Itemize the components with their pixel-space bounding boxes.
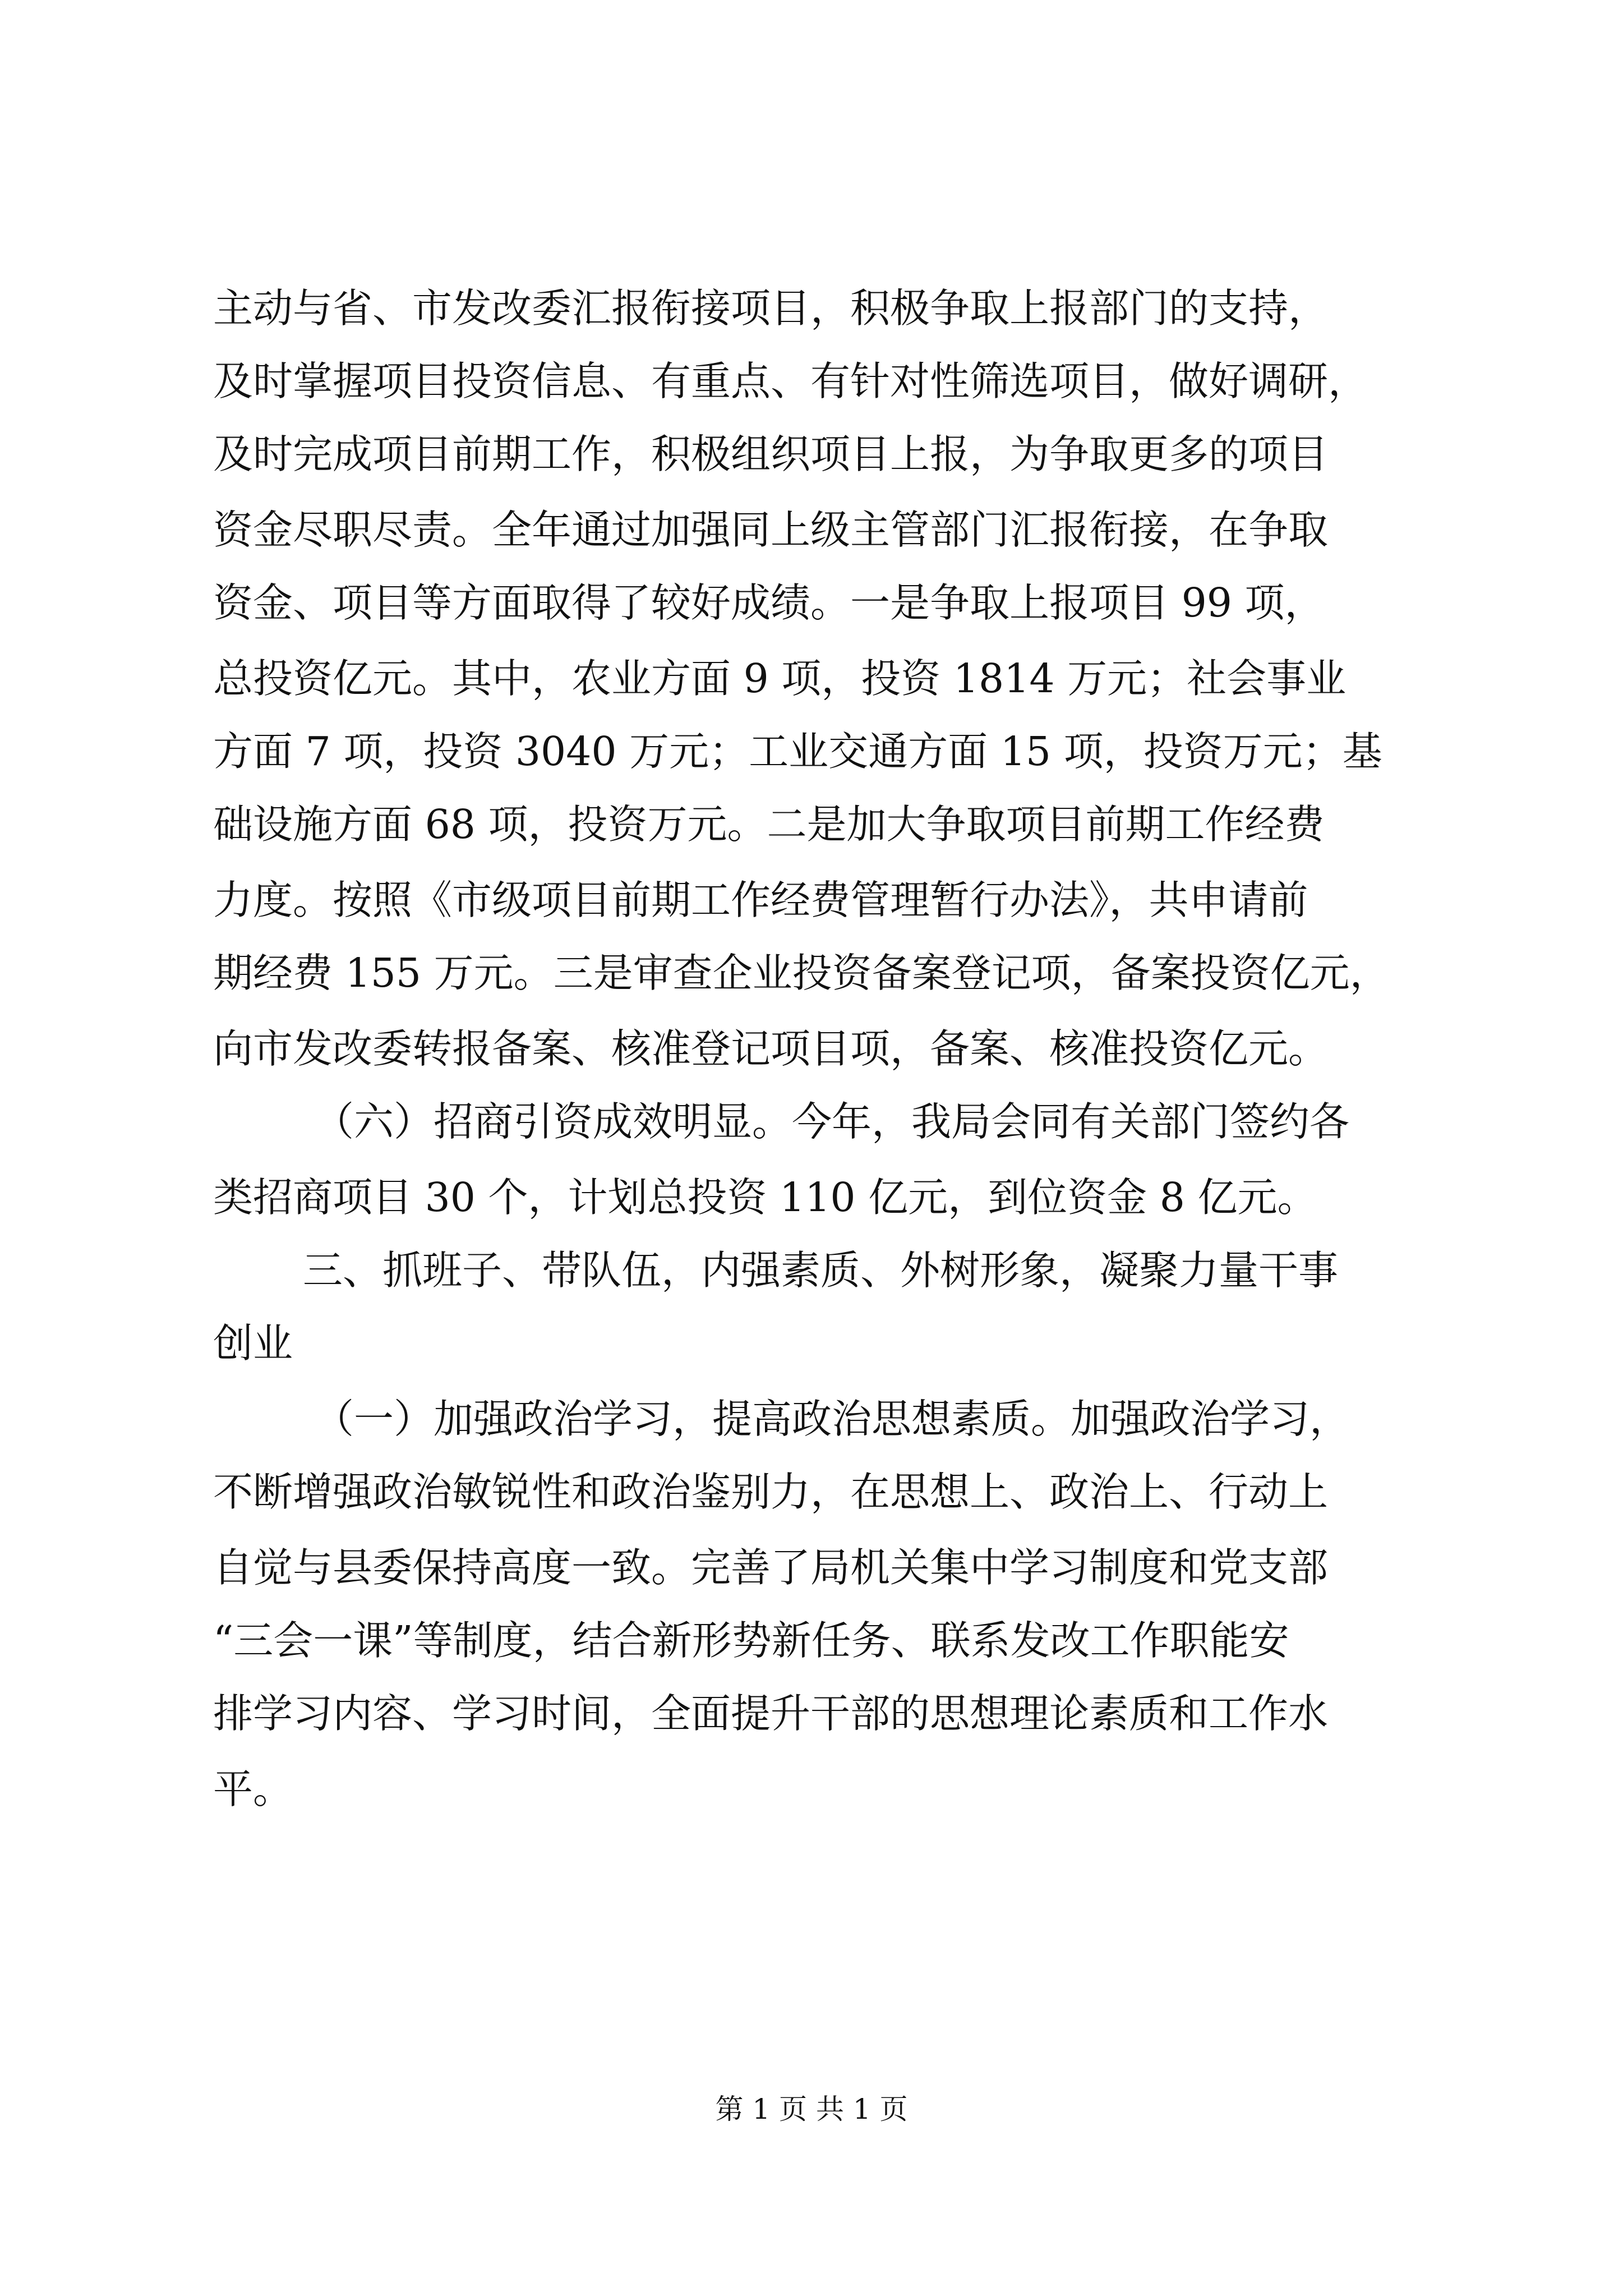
body-text-line: 向市发改委转报备案、核准登记项目项，备案、核准投资亿元。 — [213, 1025, 1329, 1072]
body-text-line: 资金、项目等方面取得了较好成绩。一是争取上报项目 99 项， — [213, 579, 1325, 626]
body-text-line: 力度。按照《市级项目前期工作经费管理暂行办法》，共申请前 — [213, 877, 1308, 923]
body-text-line: （一）加强政治学习，提高政治思想素质。加强政治学习， — [314, 1396, 1350, 1442]
body-text-line: （六）招商引资成效明显。今年，我局会同有关部门签约各 — [314, 1098, 1350, 1145]
body-text-line: 总投资亿元。其中，农业方面 9 项，投资 1814 万元；社会事业 — [213, 655, 1347, 702]
body-text-line: 资金尽职尽责。全年通过加强同上级主管部门汇报衔接，在争取 — [213, 507, 1329, 553]
body-text-line: 础设施方面 68 项，投资万元。二是加大争取项目前期工作经费 — [213, 801, 1325, 848]
section-heading-line: 三、抓班子、带队伍，内强素质、外树形象，凝聚力量干事 — [303, 1247, 1339, 1294]
page-footer: 第 1 页 共 1 页 — [715, 2093, 908, 2125]
body-text-line: 及时掌握项目投资信息、有重点、有针对性筛选项目，做好调研， — [213, 358, 1368, 404]
body-text-line: “三会一课”等制度，结合新形势新任务、联系发改工作职能安 — [213, 1617, 1289, 1664]
body-text-line: 及时完成项目前期工作，积极组织项目上报，为争取更多的项目 — [213, 431, 1329, 477]
body-text-line: 平。 — [213, 1766, 293, 1812]
section-heading-line: 创业 — [213, 1320, 293, 1366]
body-text-line: 类招商项目 30 个，计划总投资 110 亿元，到位资金 8 亿元。 — [213, 1174, 1317, 1221]
body-text-line: 方面 7 项，投资 3040 万元；工业交通方面 15 项，投资万元；基 — [213, 728, 1382, 775]
body-text-line: 期经费 155 万元。三是审查企业投资备案登记项，备案投资亿元， — [213, 950, 1390, 996]
body-text-line: 排学习内容、学习时间，全面提升干部的思想理论素质和工作水 — [213, 1690, 1329, 1737]
body-text-line: 主动与省、市发改委汇报衔接项目，积极争取上报部门的支持， — [213, 285, 1329, 332]
body-text-line: 不断增强政治敏锐性和政治鉴别力，在思想上、政治上、行动上 — [213, 1469, 1329, 1515]
body-text-line: 自觉与县委保持高度一致。完善了局机关集中学习制度和党支部 — [213, 1544, 1329, 1591]
